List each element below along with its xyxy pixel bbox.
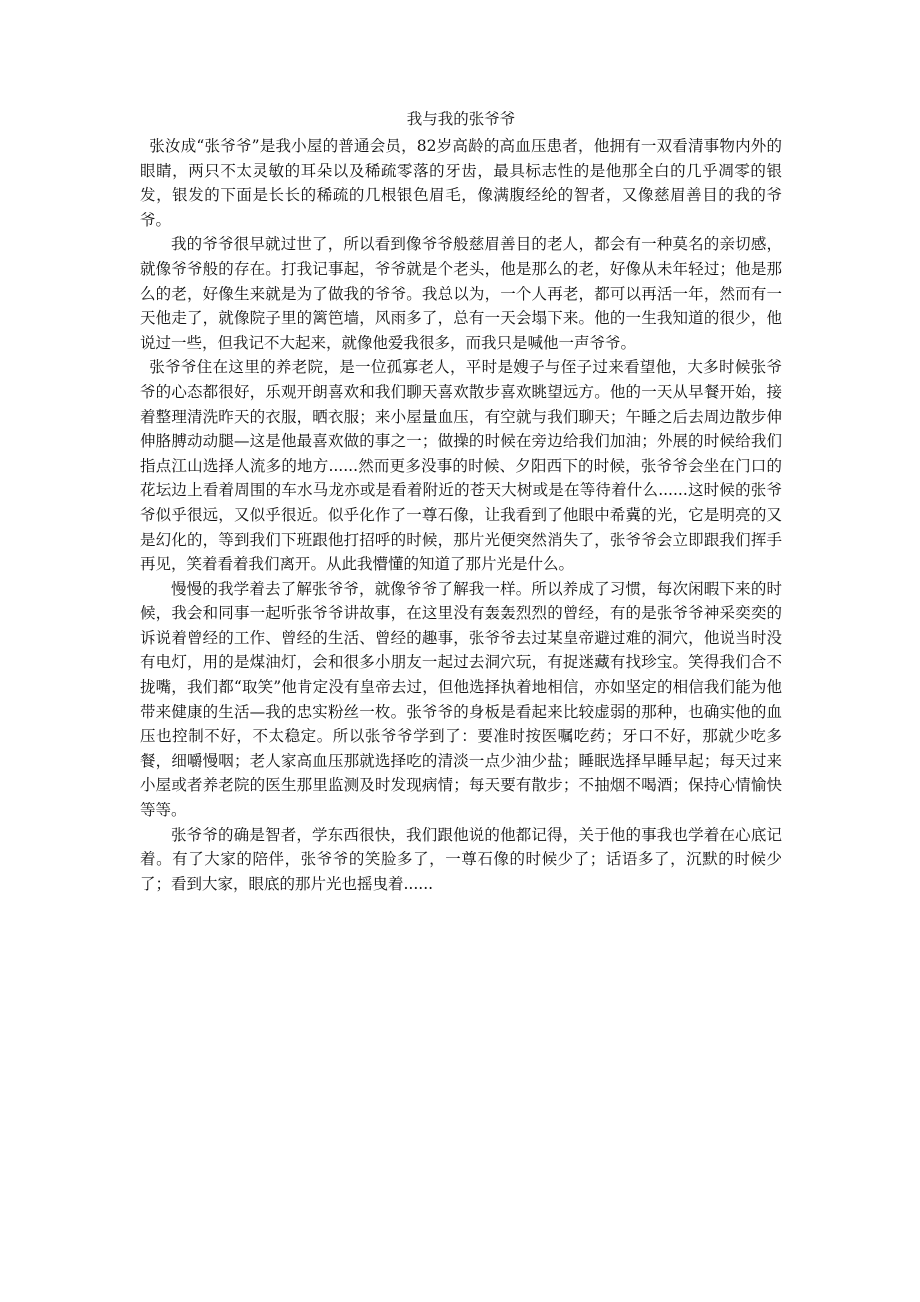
paragraph-4: 慢慢的我学着去了解张爷爷，就像爷爷了解我一样。所以养成了习惯，每次闲暇下来的时候，我会和同事一起听张爷爷讲故事，在这里没有轰轰烈烈的曾经，有的是张爷爷神采奕奕的诉说着曾经的工作、曾经的生活、曾经的趣事，张爷爷去过某皇帝避过难的洞穴，他说当时没有电灯，用的是煤油灯，会和很多小朋友一起过去洞穴玩，有捉迷藏有找珍宝。笑得我们合不拢嘴，我们都“取笑”他肯定没有皇帝去过，但他选择执着地相信，亦如坚定的相信我们能为他带来健康的生活—我的忠实粉丝一枚。张爷爷的身板是看起来比较虚弱的那种，也确实他的血压也控制不好，不太稳定。所以张爷爷学到了：要准时按医嘱吃药；牙口不好，那就少吃多餐，细嚼慢咽；老人家高血压那就选择吃的清淡一点少油少盐；睡眠选择早睡早起；每天过来小屋或者养老院的医生那里监测及时发现病情；每天要有散步；不抽烟不喝酒；保持心情愉快等等。 [140, 579, 782, 820]
paragraph-5: 张爷爷的确是智者，学东西很快，我们跟他说的他都记得，关于他的事我也学着在心底记着。有了大家的陪伴，张爷爷的笑脸多了，一尊石像的时候少了；话语多了，沉默的时候少了；看到大家，眼底的那片光也摇曳着...... [140, 825, 782, 893]
paragraph-3: 张爷爷住在这里的养老院，是一位孤寡老人，平时是嫂子与侄子过来看望他，大多时候张爷爷的心态都很好，乐观开朗喜欢和我们聊天喜欢散步喜欢眺望远方。他的一天从早餐开始，接着整理清洗昨天的衣服，晒衣服；来小屋量血压，有空就与我们聊天；午睡之后去周边散步伸伸胳膊动动腿—这是他最喜欢做的事之一；做操的时候在旁边给我们加油；外展的时候给我们指点江山选择人流多的地方......然而更多没事的时候、夕阳西下的时候，张爷爷会坐在门口的花坛边上看着周围的车水马龙亦或是看着附近的苍天大树或是在等待着什么......这时候的张爷爷似乎很远，又似乎很近。似乎化作了一尊石像，让我看到了他眼中希冀的光，它是明亮的又是幻化的，等到我们下班跟他打招呼的时候，那片光便突然消失了，张爷爷会立即跟我们挥手再见，笑着看着我们离开。从此我懵懂的知道了那片光是什么。 [140, 358, 782, 574]
document-body [140, 108, 782, 896]
document-title: 我与我的张爷爷 [406, 110, 516, 128]
paragraph-2: 我的爷爷很早就过世了，所以看到像爷爷般慈眉善目的老人，都会有一种莫名的亲切感，就像爷爷般的存在。打我记事起，爷爷就是个老头，他是那么的老，好像从未年轻过；他是那么的老，好像生来就是为了做我的爷爷。我总以为，一个人再老，都可以再活一年，然而有一天他走了，就像院子里的篱笆墙，风雨多了，总有一天会塌下来。他的一生我知道的很少，他说过一些，但我记不大起来，就像他爱我很多，而我只是喊他一声爷爷。 [140, 235, 782, 352]
paragraph-1: 张汝成“张爷爷”是我小屋的普通会员，82岁高龄的高血压患者，他拥有一双看清事物内外的眼睛，两只不太灵敏的耳朵以及稀疏零落的牙齿，最具标志性的是他那全白的几乎凋零的银发，银发的下面是长长的稀疏的几根银色眉毛，像满腹经纶的智者，又像慈眉善目的我的爷爷。 [140, 137, 782, 229]
